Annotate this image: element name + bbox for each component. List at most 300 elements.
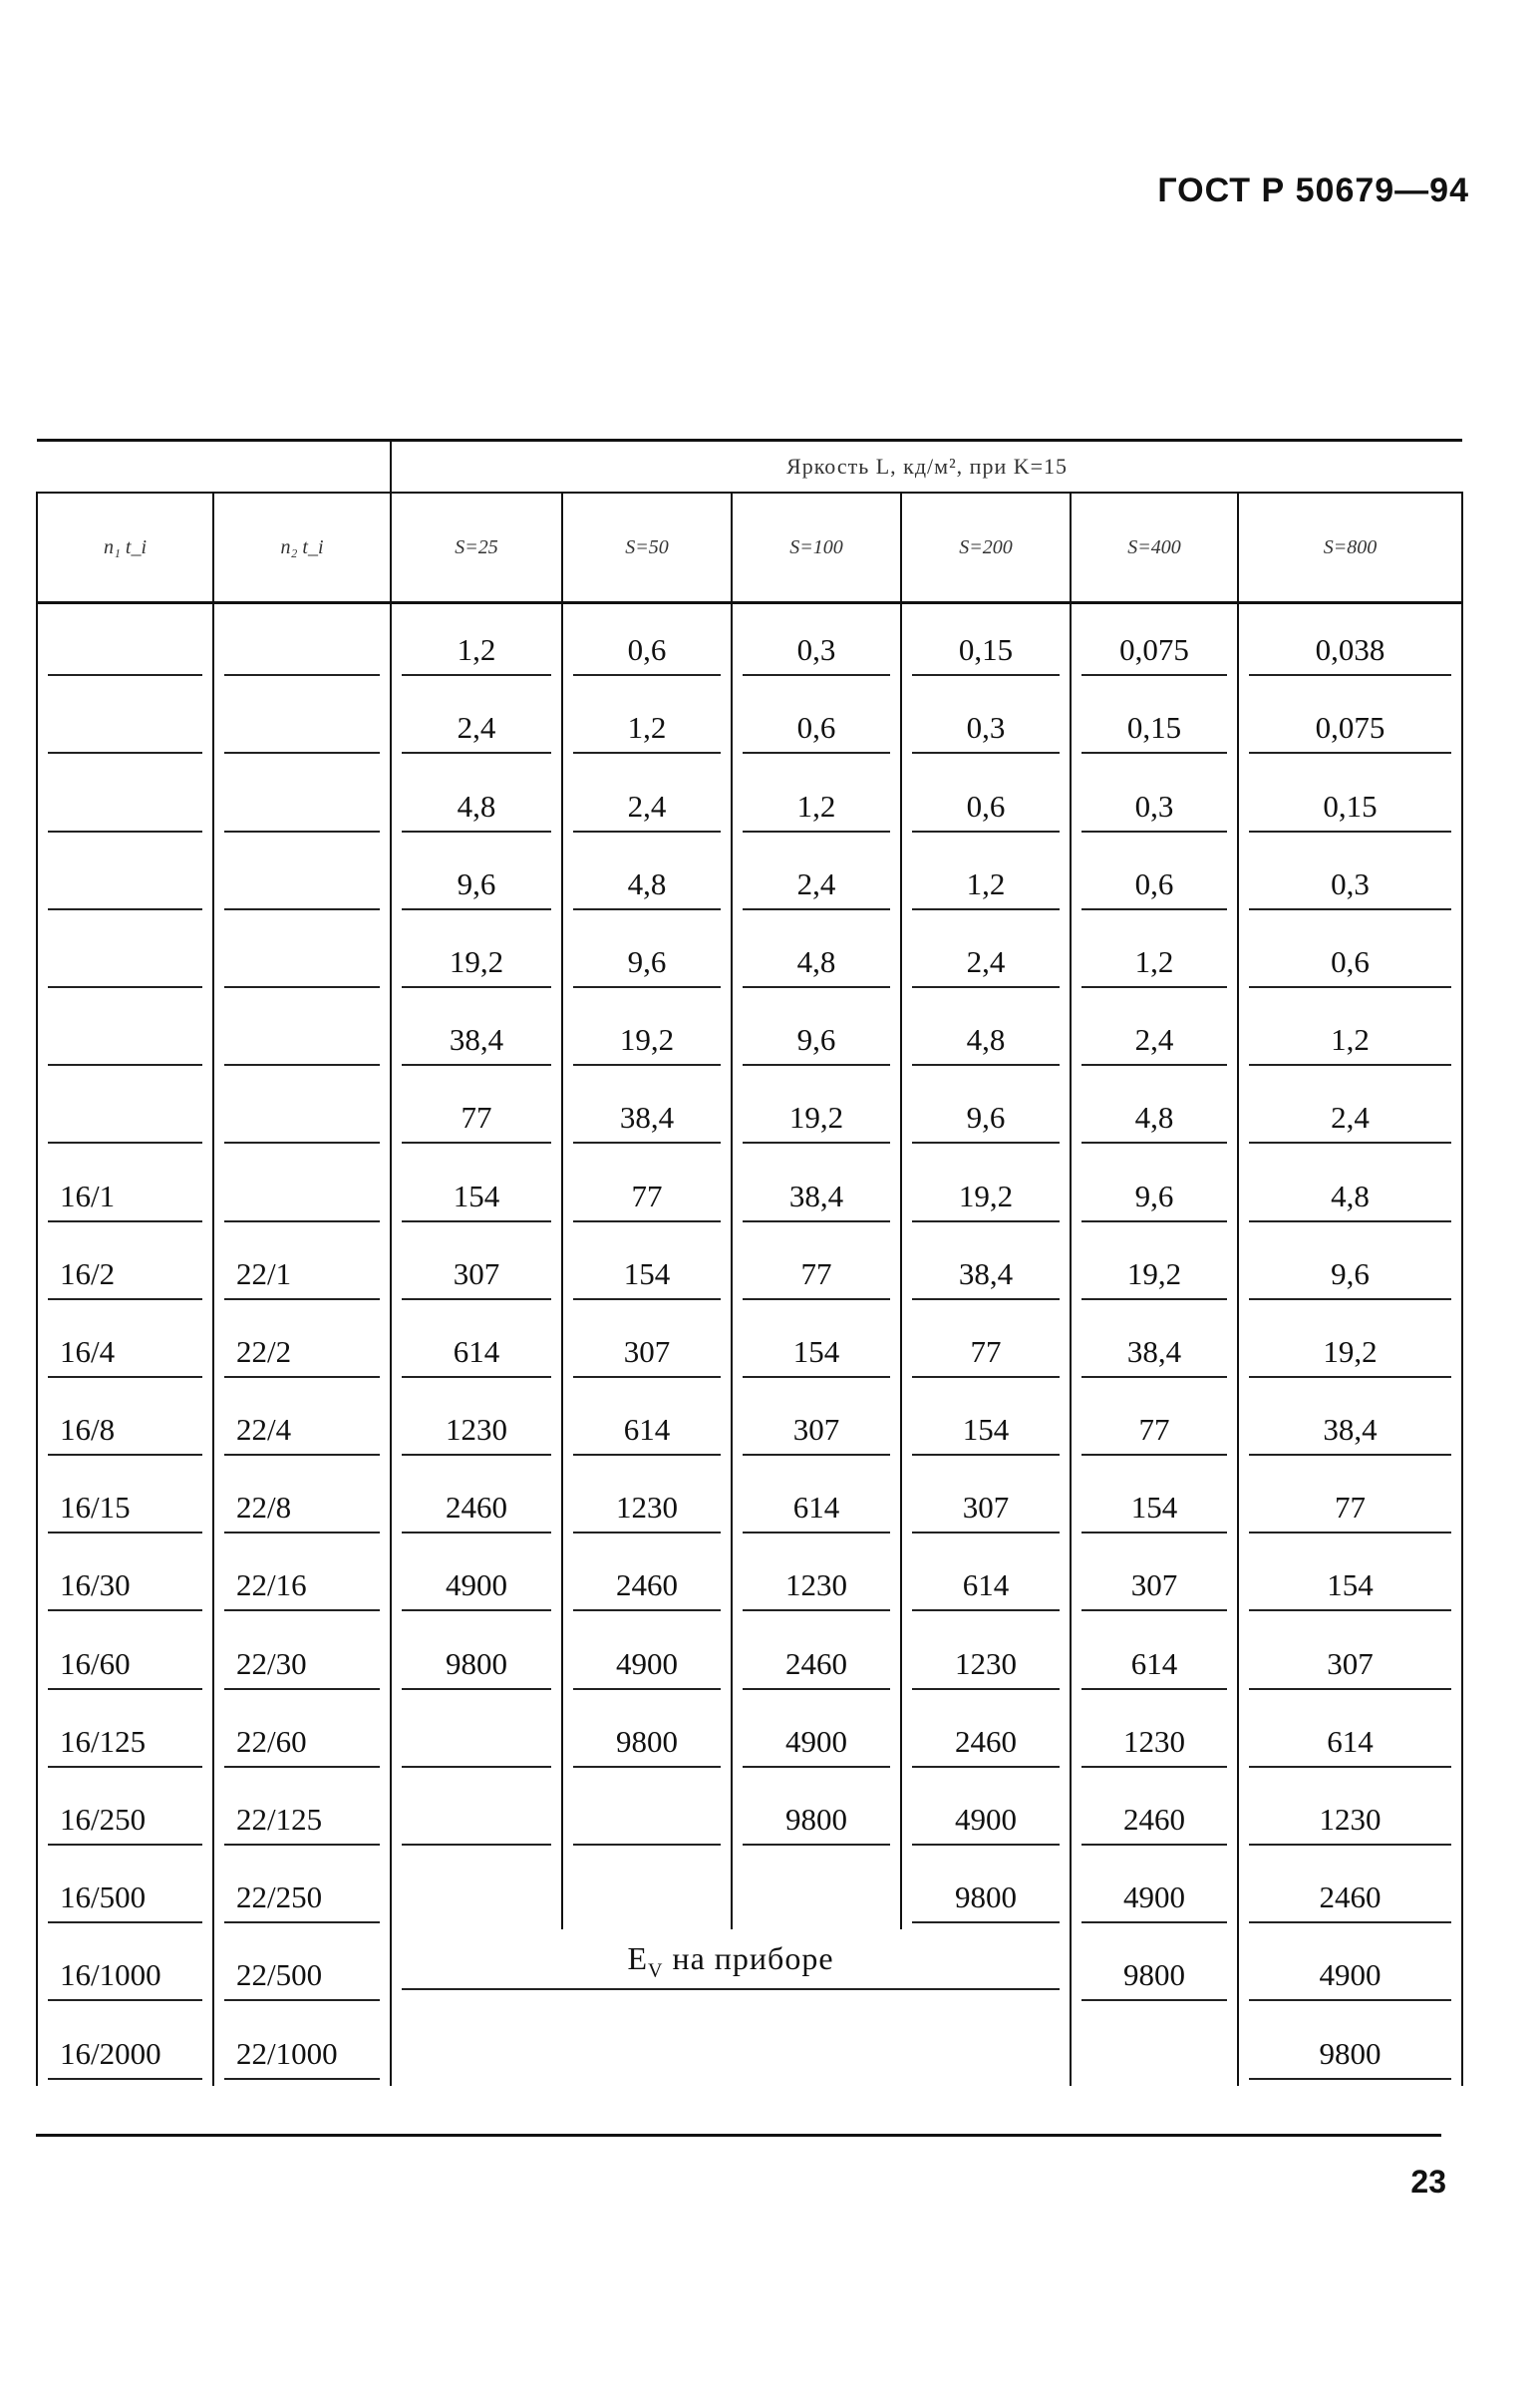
cell-value: 0,3	[912, 710, 1060, 754]
cell-value: 4900	[573, 1646, 721, 1690]
table-cell	[1071, 682, 1238, 760]
cell-value: 9800	[1081, 1957, 1227, 2001]
cell-value	[48, 789, 202, 833]
cell-value: 22/30	[224, 1646, 380, 1690]
table-cell	[732, 1617, 901, 1695]
cell-value: 9800	[912, 1879, 1060, 1923]
table-cell	[1238, 1150, 1462, 1227]
table-cell	[1238, 1228, 1462, 1306]
cell-value: 22/60	[224, 1724, 380, 1768]
table-cell	[1071, 1306, 1238, 1384]
cell-value: 38,4	[743, 1179, 890, 1222]
table-cell	[391, 603, 562, 683]
table-cell	[213, 760, 391, 838]
table-row	[37, 1150, 1462, 1227]
table-cell	[213, 1306, 391, 1384]
cell-value: 614	[1081, 1646, 1227, 1690]
table-cell	[1238, 1539, 1462, 1617]
cell-value: 22/1000	[224, 2036, 380, 2080]
cell-value: 1230	[743, 1567, 890, 1611]
cell-value: 16/15	[48, 1490, 202, 1534]
table-cell	[391, 839, 562, 916]
table-cell	[1071, 1150, 1238, 1227]
table-row	[37, 682, 1462, 760]
table-cell	[213, 1384, 391, 1462]
cell-value: 2,4	[743, 866, 890, 910]
table-row	[37, 1228, 1462, 1306]
table-cell	[391, 1774, 562, 1852]
table-cell	[1071, 916, 1238, 994]
table-cell	[391, 1696, 562, 1774]
cell-value: 614	[573, 1412, 721, 1456]
cell-value	[224, 710, 380, 754]
table-cell	[1071, 994, 1238, 1072]
table-cell	[213, 1539, 391, 1617]
cell-value: 4,8	[1081, 1100, 1227, 1144]
cell-value: 4,8	[573, 866, 721, 910]
table-cell	[562, 916, 732, 994]
table-cell	[732, 1228, 901, 1306]
table-cell	[1238, 603, 1462, 683]
table-cell	[1238, 1306, 1462, 1384]
table-cell	[562, 1072, 732, 1150]
table-row	[37, 2007, 1462, 2085]
cell-value	[573, 1802, 721, 1846]
table-cell	[901, 1774, 1071, 1852]
cell-value: 9,6	[573, 944, 721, 988]
table-cell	[732, 839, 901, 916]
cell-value: 77	[743, 1256, 890, 1300]
cell-value: 16/60	[48, 1646, 202, 1690]
cell-value: 4,8	[1249, 1179, 1451, 1222]
cell-value: 16/2000	[48, 2036, 202, 2080]
cell-value: 22/500	[224, 1957, 380, 2001]
cell-value	[743, 1881, 890, 1923]
cell-value: 77	[1249, 1490, 1451, 1534]
table-cell	[562, 1539, 732, 1617]
table-cell	[562, 1696, 732, 1774]
table-row	[37, 1852, 1462, 1929]
table-cell	[901, 1150, 1071, 1227]
cell-value: 2460	[402, 1490, 551, 1534]
table-cell	[901, 839, 1071, 916]
cell-value: 4,8	[402, 789, 551, 833]
cell-value: 9,6	[743, 1022, 890, 1066]
cell-value: 2,4	[573, 789, 721, 833]
table-cell	[1238, 1072, 1462, 1150]
table-cell	[213, 682, 391, 760]
cell-value: 9,6	[402, 866, 551, 910]
table-cell	[1238, 916, 1462, 994]
table-cell	[901, 1696, 1071, 1774]
table-cell	[213, 1774, 391, 1852]
cell-value: 19,2	[573, 1022, 721, 1066]
cell-value: 16/1	[48, 1179, 202, 1222]
cell-value: 2460	[743, 1646, 890, 1690]
table-row	[37, 1384, 1462, 1462]
cell-value: 38,4	[1081, 1334, 1227, 1378]
cell-value: 9,6	[1249, 1256, 1451, 1300]
cell-value: 16/8	[48, 1412, 202, 1456]
cell-value: 614	[912, 1567, 1060, 1611]
cell-value: 77	[573, 1179, 721, 1222]
brightness-group-header: Яркость L, кд/м², при K=15	[391, 441, 1462, 494]
table-row	[37, 839, 1462, 916]
table-cell	[732, 1462, 901, 1539]
table-cell	[1071, 1774, 1238, 1852]
table-cell	[562, 1150, 732, 1227]
table-cell	[732, 994, 901, 1072]
cell-value: 154	[402, 1179, 551, 1222]
table-cell	[901, 1539, 1071, 1617]
cell-value: 22/2	[224, 1334, 380, 1378]
cell-value: 77	[912, 1334, 1060, 1378]
cell-value	[224, 1022, 380, 1066]
table-cell	[391, 1228, 562, 1306]
cell-value: 1,2	[743, 789, 890, 833]
table-cell	[213, 1228, 391, 1306]
table-cell	[37, 760, 213, 838]
table-cell	[562, 1774, 732, 1852]
column-header-3: S=50	[562, 493, 732, 603]
table-cell	[562, 1306, 732, 1384]
cell-value	[48, 1022, 202, 1066]
cell-value: 2,4	[402, 710, 551, 754]
cell-value: 0,6	[1081, 866, 1227, 910]
cell-value: 4900	[912, 1802, 1060, 1846]
table-cell	[37, 1150, 213, 1227]
table-cell	[732, 682, 901, 760]
cell-value: 22/1	[224, 1256, 380, 1300]
cell-value: 2460	[573, 1567, 721, 1611]
table-bottom-rule	[36, 2134, 1441, 2137]
table-row	[37, 916, 1462, 994]
table-row	[37, 1774, 1462, 1852]
table-cell	[562, 1384, 732, 1462]
cell-value	[573, 1881, 721, 1923]
cell-value: 0,075	[1249, 710, 1451, 754]
cell-value: 0,6	[743, 710, 890, 754]
table-cell	[1071, 1852, 1238, 1929]
cell-value: 22/125	[224, 1802, 380, 1846]
table-cell	[391, 760, 562, 838]
empty-cell	[391, 2007, 1071, 2085]
cell-value: 16/2	[48, 1256, 202, 1300]
table-row	[37, 760, 1462, 838]
cell-value	[224, 789, 380, 833]
cell-value: 154	[743, 1334, 890, 1378]
table-cell	[1238, 1462, 1462, 1539]
cell-value: 1230	[573, 1490, 721, 1534]
column-header-6: S=400	[1071, 493, 1238, 603]
cell-value: 0,6	[573, 632, 721, 676]
cell-value: 154	[1249, 1567, 1451, 1611]
table-cell	[213, 916, 391, 994]
cell-value: 2,4	[1081, 1022, 1227, 1066]
cell-value: 1,2	[1081, 944, 1227, 988]
cell-value	[224, 866, 380, 910]
note-subscript: V	[648, 1959, 664, 1982]
table-cell	[901, 1072, 1071, 1150]
cell-value: 2460	[1249, 1879, 1451, 1923]
cell-value	[48, 632, 202, 676]
table-cell	[1071, 1929, 1238, 2007]
table-cell	[37, 1929, 213, 2007]
document-header: ГОСТ Р 50679—94	[1157, 171, 1469, 209]
cell-value: 307	[1249, 1646, 1451, 1690]
cell-value: 614	[402, 1334, 551, 1378]
table-cell	[1238, 760, 1462, 838]
table-cell	[732, 603, 901, 683]
cell-value	[224, 1100, 380, 1144]
cell-value: 4,8	[912, 1022, 1060, 1066]
cell-value: 9800	[402, 1646, 551, 1690]
table-cell	[732, 1384, 901, 1462]
table-cell	[37, 603, 213, 683]
table-cell	[213, 1617, 391, 1695]
cell-value	[402, 1881, 551, 1923]
table-cell	[1071, 1384, 1238, 1462]
cell-value: 2460	[1081, 1802, 1227, 1846]
table-cell	[901, 1228, 1071, 1306]
cell-value: 614	[1249, 1724, 1451, 1768]
brightness-table-container	[36, 439, 1461, 2086]
cell-value: 154	[1081, 1490, 1227, 1534]
table-cell	[901, 760, 1071, 838]
cell-value	[48, 710, 202, 754]
table-cell	[37, 1306, 213, 1384]
cell-value: 4900	[402, 1567, 551, 1611]
table-cell	[391, 1072, 562, 1150]
table-cell	[562, 682, 732, 760]
cell-value: 307	[743, 1412, 890, 1456]
table-cell	[732, 1696, 901, 1774]
cell-value	[48, 1100, 202, 1144]
table-cell	[562, 839, 732, 916]
cell-value: 16/500	[48, 1879, 202, 1923]
cell-value: 16/4	[48, 1334, 202, 1378]
cell-value: 9,6	[912, 1100, 1060, 1144]
table-cell	[732, 1539, 901, 1617]
cell-value: 154	[912, 1412, 1060, 1456]
table-cell	[213, 1150, 391, 1227]
table-cell	[1238, 1852, 1462, 1929]
table-cell	[901, 1384, 1071, 1462]
table-cell	[562, 1617, 732, 1695]
cell-value: 1230	[1081, 1724, 1227, 1768]
cell-value: 16/125	[48, 1724, 202, 1768]
table-cell	[37, 916, 213, 994]
table-cell	[1071, 1462, 1238, 1539]
table-cell	[1238, 682, 1462, 760]
note-cell	[391, 1929, 1071, 2007]
table-cell	[1071, 839, 1238, 916]
column-header-0: n₁ t_i	[37, 493, 213, 603]
table-cell	[562, 1462, 732, 1539]
table-cell	[213, 603, 391, 683]
table-cell	[1238, 1617, 1462, 1695]
note-symbol: E	[627, 1940, 649, 1977]
table-cell	[901, 1852, 1071, 1929]
cell-value: 307	[1081, 1567, 1227, 1611]
column-header-1: n₂ t_i	[213, 493, 391, 603]
table-cell	[37, 1384, 213, 1462]
table-cell	[562, 1852, 732, 1929]
table-cell	[391, 994, 562, 1072]
table-row	[37, 994, 1462, 1072]
cell-value: 19,2	[1249, 1334, 1451, 1378]
cell-value: 4,8	[743, 944, 890, 988]
cell-value: 0,15	[1081, 710, 1227, 754]
cell-value: 0,15	[912, 632, 1060, 676]
cell-value: 0,038	[1249, 632, 1451, 676]
table-cell	[1071, 1072, 1238, 1150]
table-cell	[37, 1696, 213, 1774]
cell-value: 1230	[1249, 1802, 1451, 1846]
table-cell	[37, 1072, 213, 1150]
cell-value: 16/250	[48, 1802, 202, 1846]
cell-value: 154	[573, 1256, 721, 1300]
table-cell	[901, 682, 1071, 760]
cell-value: 77	[1081, 1412, 1227, 1456]
cell-value	[402, 1802, 551, 1846]
cell-value: 1230	[402, 1412, 551, 1456]
cell-value: 0,6	[912, 789, 1060, 833]
header-blank-cell	[37, 441, 391, 494]
table-cell	[1071, 1696, 1238, 1774]
cell-value: 22/16	[224, 1567, 380, 1611]
cell-value: 1,2	[1249, 1022, 1451, 1066]
cell-value	[224, 944, 380, 988]
cell-value: 19,2	[743, 1100, 890, 1144]
table-cell	[213, 839, 391, 916]
cell-value: 0,6	[1249, 944, 1451, 988]
table-cell	[732, 1852, 901, 1929]
cell-value: 0,3	[1249, 866, 1451, 910]
table-cell	[213, 994, 391, 1072]
table-cell	[732, 1072, 901, 1150]
table-cell	[1071, 1228, 1238, 1306]
table-cell	[37, 2007, 213, 2085]
table-cell	[213, 1462, 391, 1539]
table-row	[37, 1696, 1462, 1774]
table-cell	[391, 1539, 562, 1617]
table-cell	[901, 603, 1071, 683]
cell-value	[224, 1179, 380, 1222]
table-cell	[901, 1306, 1071, 1384]
table-cell	[1238, 994, 1462, 1072]
cell-value: 22/8	[224, 1490, 380, 1534]
cell-value	[48, 866, 202, 910]
table-cell	[901, 994, 1071, 1072]
column-header-4: S=100	[732, 493, 901, 603]
cell-value: 9,6	[1081, 1179, 1227, 1222]
cell-value: 0,3	[743, 632, 890, 676]
cell-value	[402, 1724, 551, 1768]
cell-value: 22/250	[224, 1879, 380, 1923]
cell-value: 9800	[743, 1802, 890, 1846]
table-cell	[213, 2007, 391, 2085]
table-cell	[1238, 1929, 1462, 2007]
table-cell	[213, 1929, 391, 2007]
cell-value	[48, 944, 202, 988]
cell-value: 4900	[1249, 1957, 1451, 2001]
cell-value: 38,4	[402, 1022, 551, 1066]
table-cell	[562, 603, 732, 683]
cell-value: 9800	[1249, 2036, 1451, 2080]
table-cell	[1238, 1696, 1462, 1774]
cell-value: 307	[573, 1334, 721, 1378]
cell-value: 19,2	[912, 1179, 1060, 1222]
brightness-table	[36, 439, 1463, 2086]
cell-value: 9800	[573, 1724, 721, 1768]
cell-value: 0,075	[1081, 632, 1227, 676]
cell-value: 1,2	[912, 866, 1060, 910]
cell-value: 1,2	[573, 710, 721, 754]
table-cell	[1071, 1539, 1238, 1617]
column-header-2: S=25	[391, 493, 562, 603]
cell-value: 1230	[912, 1646, 1060, 1690]
cell-value: 0,15	[1249, 789, 1451, 833]
table-cell	[732, 1306, 901, 1384]
table-cell	[37, 682, 213, 760]
cell-value: 2460	[912, 1724, 1060, 1768]
table-body	[37, 603, 1462, 2086]
cell-value	[224, 632, 380, 676]
table-cell	[37, 1617, 213, 1695]
cell-value: 16/30	[48, 1567, 202, 1611]
table-row	[37, 1306, 1462, 1384]
table-cell	[1071, 603, 1238, 683]
table-row	[37, 603, 1462, 683]
table-cell	[391, 1462, 562, 1539]
table-cell	[391, 1384, 562, 1462]
table-row	[37, 1072, 1462, 1150]
cell-value: 614	[743, 1490, 890, 1534]
cell-value: 2,4	[1249, 1100, 1451, 1144]
table-cell	[901, 916, 1071, 994]
cell-value: 22/4	[224, 1412, 380, 1456]
table-cell	[562, 760, 732, 838]
table-row	[37, 1929, 1462, 2007]
table-cell	[391, 1306, 562, 1384]
page-number: 23	[1410, 2164, 1446, 2200]
cell-value: 4900	[743, 1724, 890, 1768]
table-cell	[213, 1696, 391, 1774]
cell-value: 38,4	[573, 1100, 721, 1144]
column-header-7: S=800	[1238, 493, 1462, 603]
table-cell	[391, 682, 562, 760]
cell-value: 16/1000	[48, 1957, 202, 2001]
table-cell	[391, 1150, 562, 1227]
table-cell	[37, 1539, 213, 1617]
table-cell	[391, 1617, 562, 1695]
table-cell	[1071, 1617, 1238, 1695]
table-cell	[1238, 839, 1462, 916]
table-cell	[391, 916, 562, 994]
table-cell	[562, 1228, 732, 1306]
table-cell	[732, 1774, 901, 1852]
table-cell	[37, 1852, 213, 1929]
table-cell	[732, 1150, 901, 1227]
table-cell	[213, 1852, 391, 1929]
column-header-5: S=200	[901, 493, 1071, 603]
cell-value: 4900	[1081, 1879, 1227, 1923]
table-cell	[37, 1228, 213, 1306]
table-cell	[37, 1462, 213, 1539]
cell-value: 19,2	[402, 944, 551, 988]
table-cell	[37, 1774, 213, 1852]
